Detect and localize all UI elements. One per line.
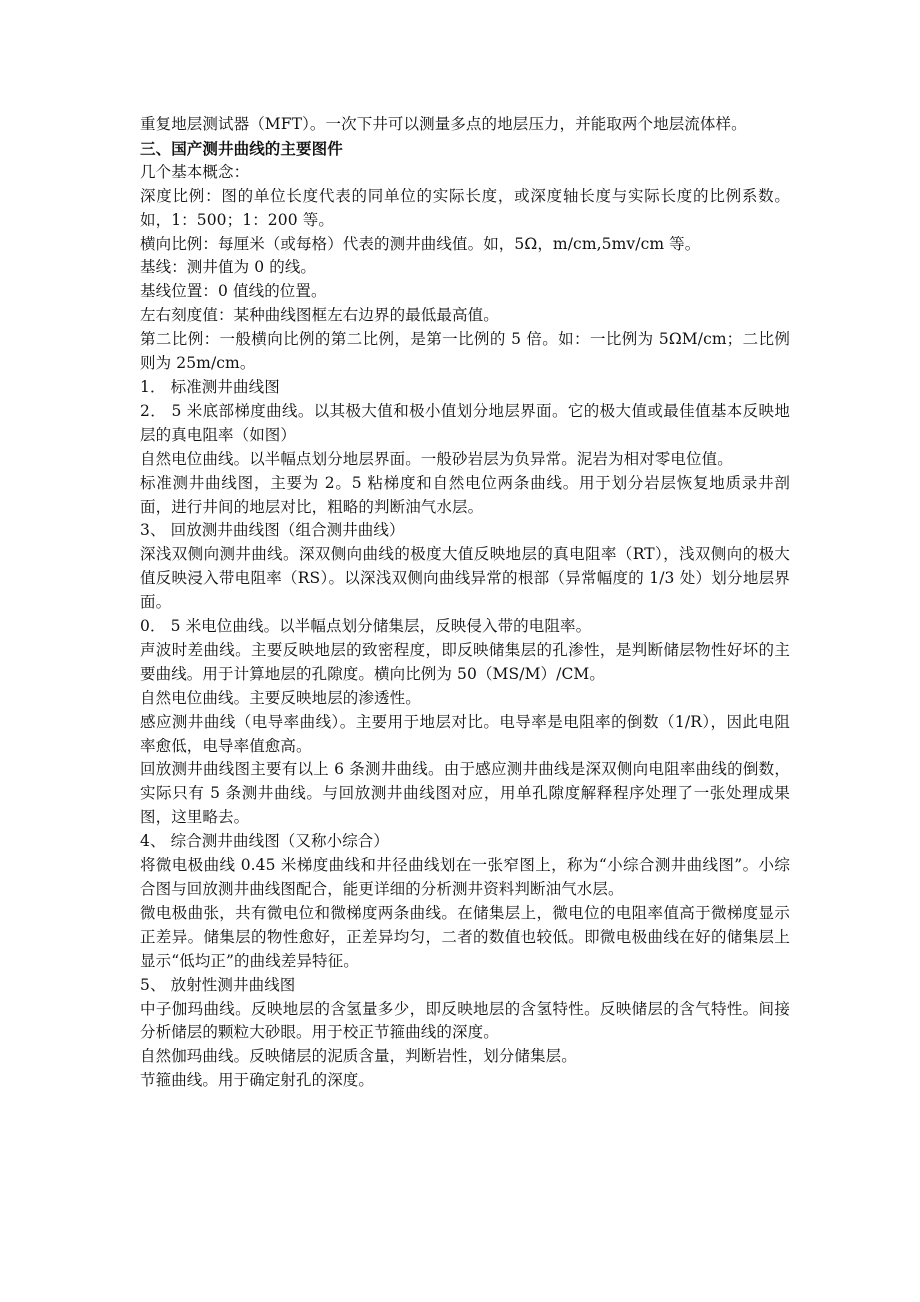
paragraph-concepts-intro: 几个基本概念： bbox=[140, 162, 250, 181]
paragraph-item-1: 1． 标准测井曲线图 bbox=[140, 377, 280, 396]
paragraph-baseline: 基线：测井值为 0 的线。 bbox=[140, 258, 317, 277]
document-body bbox=[140, 113, 790, 1093]
paragraph-sp-permeability: 自然电位曲线。主要反映地层的渗透性。 bbox=[140, 688, 421, 707]
paragraph-playback-summary: 回放测井曲线图主要有以上 6 条测井曲线。由于感应测井曲线是深双侧向电阻率曲线的倒数，实际只有 5 条测井曲线。与回放测井曲线图对应，用单孔隙度解释程序处理了一张处理成果图，这里略去。 bbox=[140, 760, 790, 827]
paragraph-item-2: 2． 5 米底部梯度曲线。以其极大值和极小值划分地层界面。它的极大值或最佳值基本反映地层的真电阻率（如图） bbox=[140, 401, 790, 444]
paragraph-scale-values: 左右刻度值：某种曲线图框左右边界的最低最高值。 bbox=[140, 306, 499, 325]
paragraph-collar-curve: 节箍曲线。用于确定射孔的深度。 bbox=[140, 1071, 375, 1090]
paragraph-standard-log: 标准测井曲线图，主要为 2。5 粘梯度和自然电位两条曲线。用于划分岩层恢复地质录井剖面，进行井间的地层对比，粗略的判断油气水层。 bbox=[140, 473, 790, 516]
section-heading: 三、国产测井曲线的主要图件 bbox=[140, 138, 343, 158]
paragraph-sp-curve: 自然电位曲线。以半幅点划分地层界面。一般砂岩层为负异常。泥岩为相对零电位值。 bbox=[140, 449, 733, 468]
paragraph-potential-curve: 0． 5 米电位曲线。以半幅点划分储集层，反映侵入带的电阻率。 bbox=[140, 617, 592, 636]
paragraph-microelectrode: 微电极曲张，共有微电位和微梯度两条曲线。在储集层上，微电位的电阻率值高于微梯度显示正差异。储集层的物性愈好，正差异均匀，二者的数值也较低。即微电极曲线在好的储集层上显示“低均正”的曲线差异特征。 bbox=[140, 903, 790, 970]
paragraph-micro-combined: 将微电极曲线 0.45 米梯度曲线和井径曲线划在一张窄图上，称为“小综合测井曲线图”。小综合图与回放测井曲线图配合，能更详细的分析测井资料判断油气水层。 bbox=[140, 856, 790, 898]
paragraph-item-3: 3、 回放测井曲线图（组合测井曲线） bbox=[140, 521, 405, 540]
paragraph-item-5: 5、 放射性测井曲线图 bbox=[140, 975, 296, 994]
paragraph-natural-gamma: 自然伽玛曲线。反映储层的泥质含量，判断岩性，划分储集层。 bbox=[140, 1047, 577, 1066]
paragraph-item-4: 4、 综合测井曲线图（又称小综合） bbox=[140, 832, 389, 851]
paragraph-neutron-gamma: 中子伽玛曲线。反映地层的含氢量多少，即反映地层的含氢特性。反映储层的含气特性。间接分析储层的颗粒大砂眼。用于校正节箍曲线的深度。 bbox=[140, 999, 790, 1042]
paragraph-second-scale: 第二比例：一般横向比例的第二比例，是第一比例的 5 倍。如：一比例为 5ΩM/cm；二比例则为 25m/cm。 bbox=[140, 330, 790, 373]
paragraph-horizontal-scale: 横向比例：每厘米（或每格）代表的测井曲线值。如，5Ω，m/cm,5mv/cm 等。 bbox=[140, 234, 701, 253]
paragraph-mft: 重复地层测试器（MFT）。一次下井可以测量多点的地层压力，并能取两个地层流体样。 bbox=[140, 115, 747, 133]
paragraph-acoustic: 声波时差曲线。主要反映地层的致密程度，即反映储集层的孔渗性，是判断储层物性好坏的主要曲线。用于计算地层的孔隙度。横向比例为 50（MS/M）/CM。 bbox=[140, 640, 790, 683]
paragraph-induction: 感应测井曲线（电导率曲线）。主要用于地层对比。电导率是电阻率的倒数（1/R），因此电阻率愈低，电导率值愈高。 bbox=[140, 712, 790, 755]
paragraph-dual-laterolog: 深浅双侧向测井曲线。深双侧向曲线的极度大值反映地层的真电阻率（RT），浅双侧向的极大值反映浸入带电阻率（RS）。以深浅双侧向曲线异常的根部（异常幅度的 1/3 处）划分地层界面。 bbox=[140, 545, 790, 612]
paragraph-baseline-position: 基线位置：0 值线的位置。 bbox=[140, 282, 327, 301]
paragraph-depth-scale: 深度比例：图的单位长度代表的同单位的实际长度，或深度轴长度与实际长度的比例系数。如，1：500；1：200 等。 bbox=[140, 186, 790, 229]
